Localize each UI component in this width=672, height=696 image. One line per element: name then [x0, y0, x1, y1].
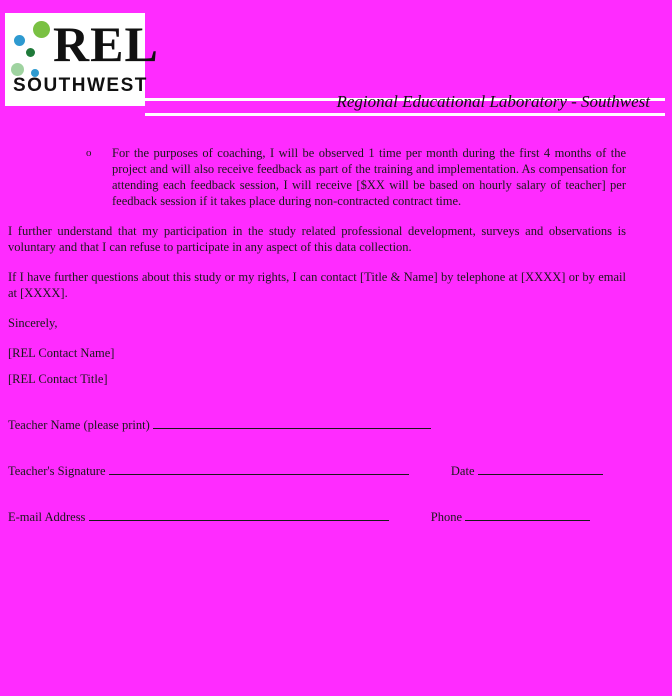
header-title: Regional Educational Laboratory - Southwest	[336, 92, 650, 111]
paragraph-voluntary-participation: I further understand that my participation in the study related professional development, surveys and observations is voluntary and that I can refuse to participate in any aspect of this data collection.	[8, 224, 626, 254]
logo-secondary-text: SOUTHWEST	[13, 75, 148, 96]
closing-salutation: Sincerely,	[8, 316, 58, 330]
contact-title: [REL Contact Title]	[8, 372, 108, 386]
phone-label: Phone	[430, 510, 463, 524]
email-label: E-mail Address	[8, 510, 86, 524]
email-input-line[interactable]	[89, 509, 389, 521]
teacher-name-input-line[interactable]	[153, 417, 431, 429]
teacher-name-field[interactable]	[8, 417, 664, 433]
contact-name: [REL Contact Name]	[8, 346, 115, 360]
logo-primary-text: REL	[53, 16, 159, 72]
header-divider-bottom	[145, 113, 665, 116]
signature-input-line[interactable]	[109, 463, 409, 475]
date-input-line[interactable]	[478, 463, 603, 475]
logo-dots-icon	[11, 21, 57, 83]
rel-southwest-logo	[5, 13, 159, 106]
document-header	[0, 0, 672, 115]
email-phone-row	[8, 509, 664, 525]
list-item-text: For the purposes of coaching, I will be observed 1 time per month during the first 4 months of the project and will also receive feedback as part of the training and implementation. As compensation for attending each feedback session, I will receive [$XX will be based on hourly salary of teacher] per feedback session if it takes place during non-contracted contract time.	[112, 146, 626, 208]
signature-label: Teacher's Signature	[8, 464, 106, 478]
signature-date-row	[8, 463, 664, 479]
paragraph-contact-questions: If I have further questions about this study or my rights, I can contact [Title & Name] by telephone at [XXXX] or by email at [XXXX].	[8, 270, 626, 300]
document-body	[0, 145, 672, 525]
list-item	[8, 145, 664, 209]
bullet-marker-icon: o	[86, 147, 92, 159]
date-label: Date	[450, 464, 475, 478]
phone-input-line[interactable]	[465, 509, 590, 521]
teacher-name-label: Teacher Name (please print)	[8, 418, 150, 432]
